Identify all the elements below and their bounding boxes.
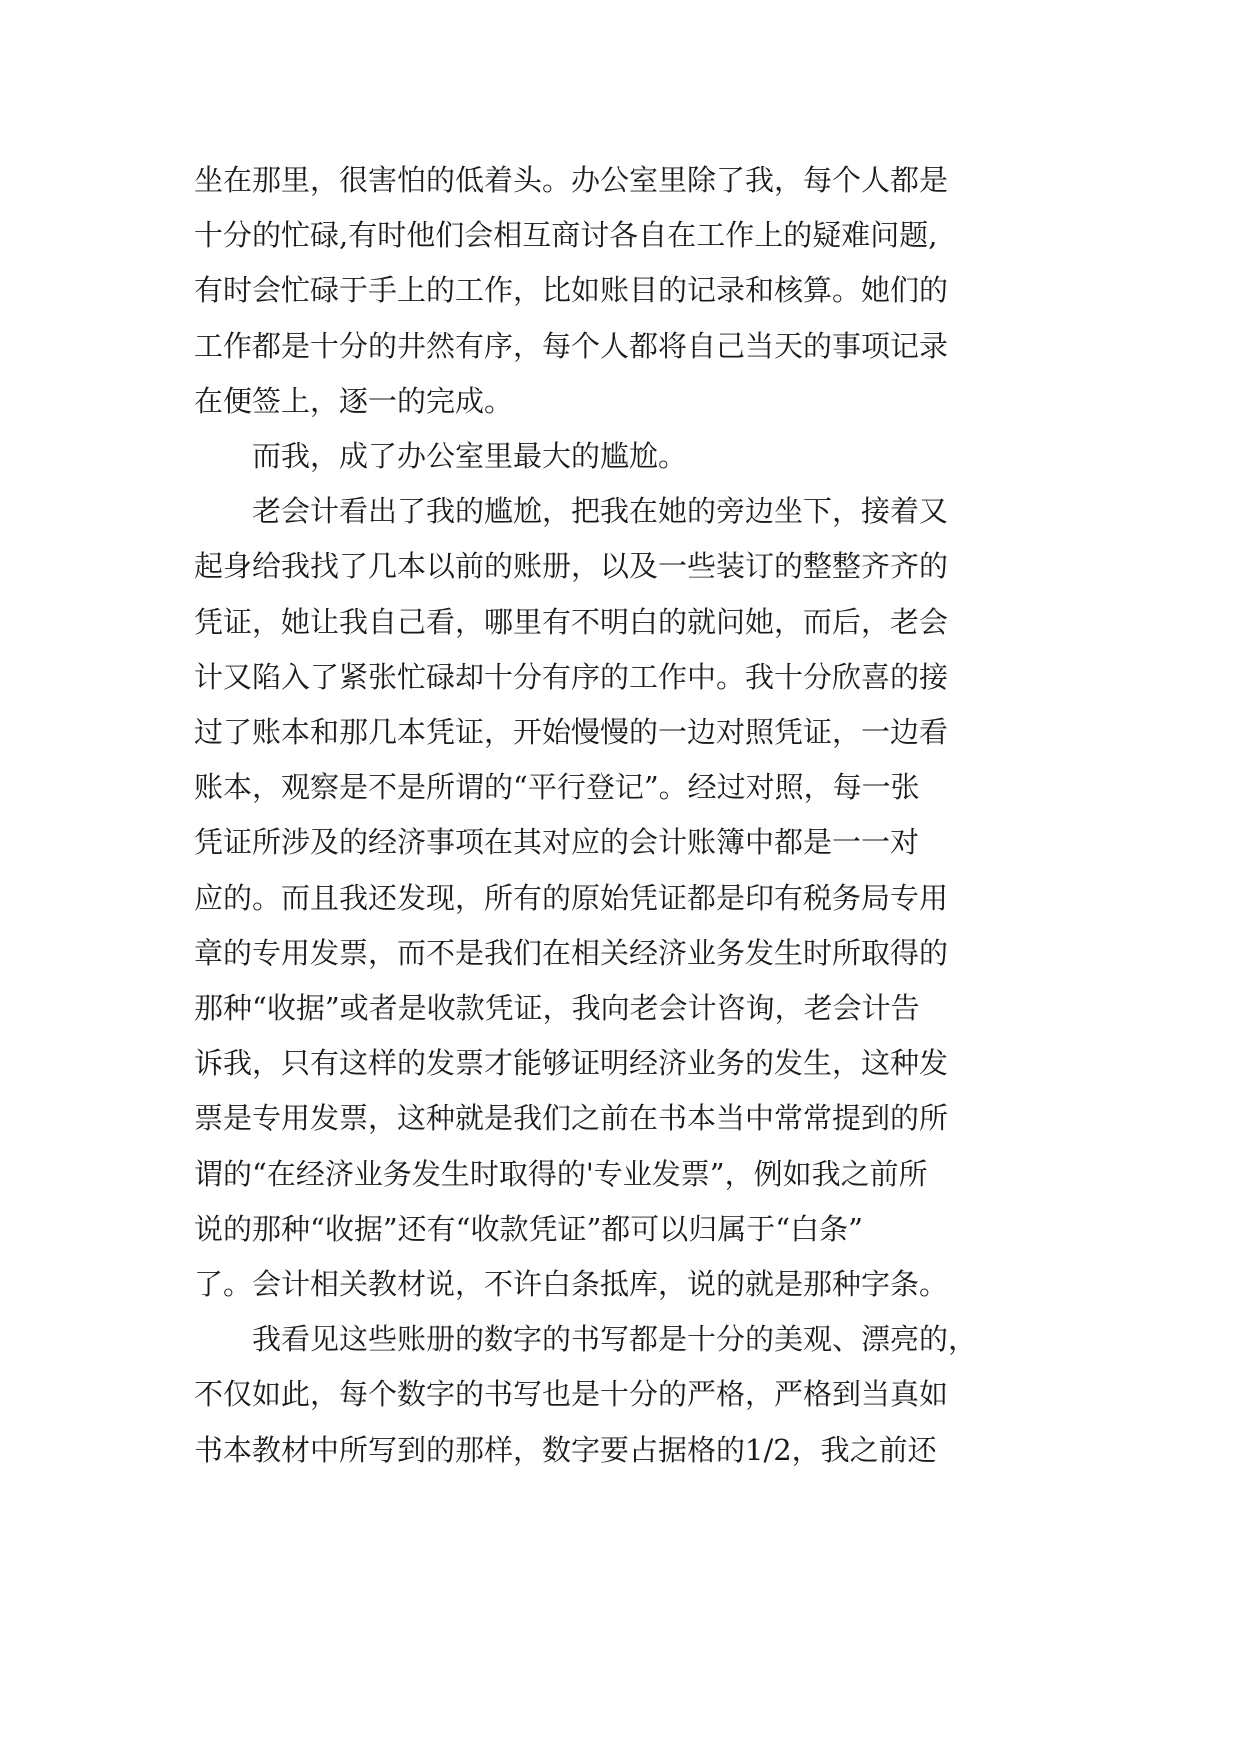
text-line: 书本教材中所写到的那样，数字要占据格的1/2，我之前还 [194,1433,937,1467]
text-line: 凭证所涉及的经济事项在其对应的会计账簿中都是一一对 [194,825,920,859]
text-line: 十分的忙碌,有时他们会相互商讨各自在工作上的疑难问题, [194,218,938,252]
text-line: 过了账本和那几本凭证，开始慢慢的一边对照凭证，一边看 [194,715,949,749]
text-line: 在便签上，逐一的完成。 [194,384,514,418]
text-line: 不仅如此，每个数字的书写也是十分的严格，严格到当真如 [194,1377,949,1411]
text-line: 章的专用发票，而不是我们在相关经济业务发生时所取得的 [194,936,949,970]
text-line: 凭证，她让我自己看，哪里有不明白的就问她，而后，老会 [194,605,949,639]
paragraph-first-line: 而我，成了办公室里最大的尴尬。 [252,439,688,473]
text-line: 票是专用发票，这种就是我们之前在书本当中常常提到的所 [194,1101,949,1135]
text-line: 计又陷入了紧张忙碌却十分有序的工作中。我十分欣喜的接 [194,660,949,694]
text-line: 那种“收据”或者是收款凭证，我向老会计咨询，老会计告 [194,991,920,1025]
text-line: 有时会忙碌于手上的工作，比如账目的记录和核算。她们的 [194,273,949,307]
text-line: 应的。而且我还发现，所有的原始凭证都是印有税务局专用 [194,881,949,915]
paragraph-first-line: 我看见这些账册的数字的书写都是十分的美观、漂亮的， [252,1322,978,1356]
text-line: 说的那种“收据”还有“收款凭证”都可以归属于“白条” [194,1212,863,1246]
text-line: 诉我，只有这样的发票才能够证明经济业务的发生，这种发 [194,1046,949,1080]
paragraph-first-line: 老会计看出了我的尴尬，把我在她的旁边坐下，接着又 [252,494,949,528]
text-line: 工作都是十分的井然有序，每个人都将自己当天的事项记录 [194,329,949,363]
text-line: 账本，观察是不是所谓的“平行登记”。经过对照，每一张 [194,770,920,804]
text-line: 起身给我找了几本以前的账册，以及一些装订的整整齐齐的 [194,549,949,583]
text-line: 了。会计相关教材说，不许白条抵库，说的就是那种字条。 [194,1267,949,1301]
text-line: 坐在那里，很害怕的低着头。办公室里除了我，每个人都是 [194,163,949,197]
text-line: 谓的“在经济业务发生时取得的'专业发票”，例如我之前所 [194,1157,928,1191]
